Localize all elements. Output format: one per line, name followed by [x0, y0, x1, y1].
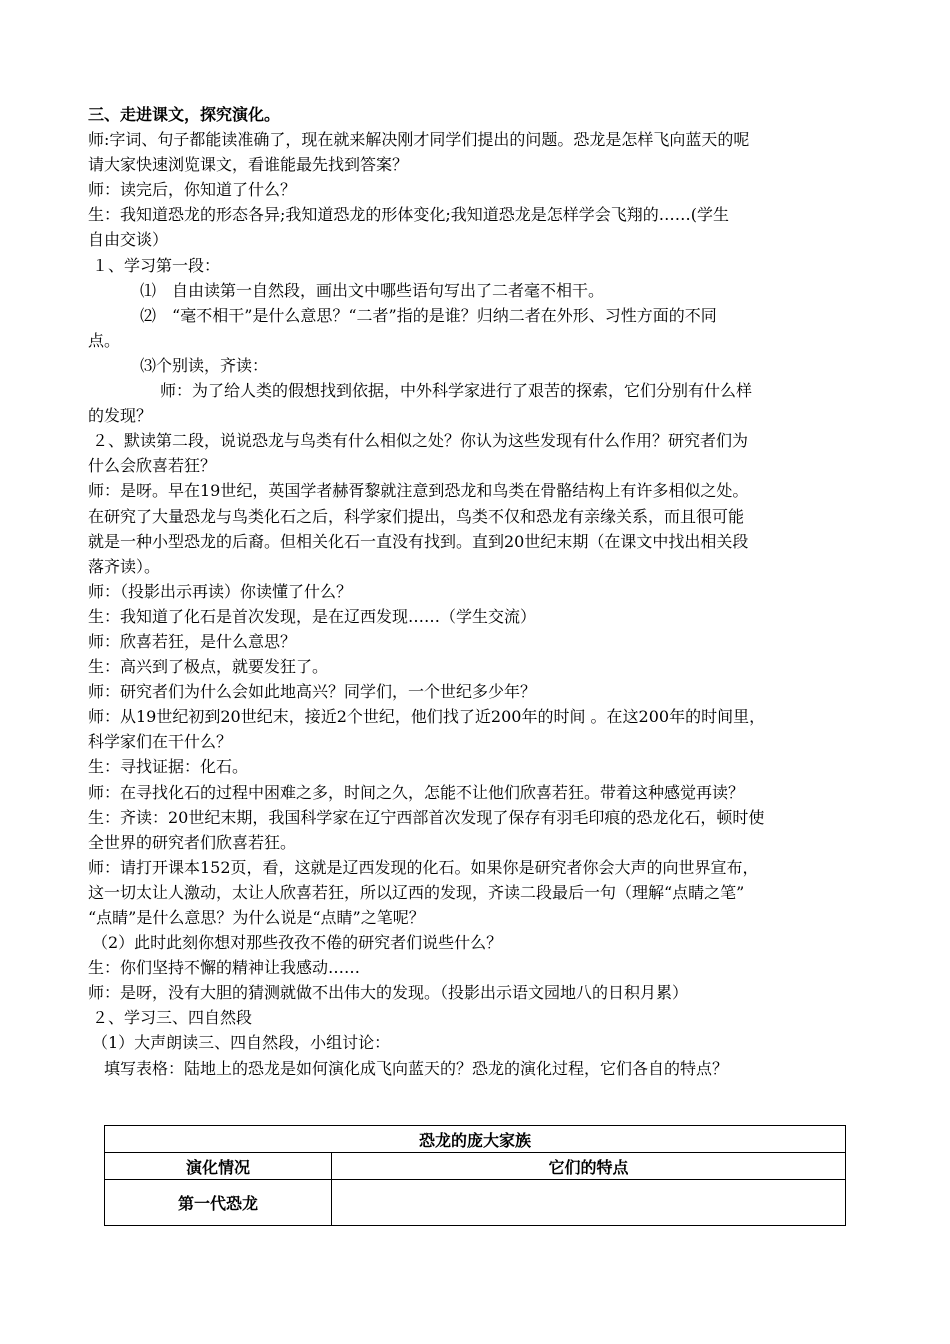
text-line: 生：寻找证据：化石。 — [88, 757, 249, 777]
text-line: 师：读完后，你知道了什么？ — [88, 180, 297, 200]
text-line: 师：欣喜若狂，是什么意思？ — [88, 631, 297, 651]
numbered-item-1 — [88, 278, 878, 303]
section-heading: 三、走进课文，探究演化。 — [88, 105, 281, 124]
text-line: 请大家快速浏览课文，看谁能最先找到答案？ — [88, 155, 409, 175]
item-2-text: “毫不相干”是什么意思？“二者”指的是谁？归纳二者在外形、习性方面的不同 — [172, 305, 717, 325]
text-line: 点。 — [88, 330, 121, 350]
subheading-part-one: １、学习第一段： — [92, 255, 221, 275]
marker-1: ⑴ — [140, 280, 157, 300]
text-line: 师：是呀，没有大胆的猜测就做不出伟大的发现。（投影出示语文园地八的日积月累） — [88, 983, 689, 1003]
text-line: 师：研究者们为什么会如此地高兴？同学们，一个世纪多少年？ — [88, 682, 537, 702]
text-line: 师：为了给人类的假想找到依据，中外科学家进行了艰苦的探索，它们分别有什么样 — [160, 381, 753, 401]
text-line: 这一切太让人激动，太让人欣喜若狂，所以辽西的发现，齐读二段最后一句（理解“点睛之笔” — [88, 882, 745, 902]
text-line: 师：是呀。早在19世纪，英国学者赫胥黎就注意到恐龙和鸟类在骨骼结构上有许多相似之处。 — [88, 481, 749, 501]
text-line: 师：从19世纪初到20世纪末，接近2个世纪，他们找了近200年的时间 。在这200年的时间里， — [88, 707, 766, 727]
text-line: 在研究了大量恐龙与鸟类化石之后，科学家们提出，鸟类不仅和恐龙有亲缘关系，而且很可能 — [88, 506, 745, 526]
text-line: 生：齐读：20世纪末期，我国科学家在辽宁西部首次发现了保存有羽毛印痕的恐龙化石，顿时使 — [88, 807, 765, 827]
text-line: 生：我知道了化石是首次发现，是在辽西发现……（学生交流） — [88, 606, 537, 626]
text-line: 自由交谈） — [88, 230, 169, 250]
text-line: 生：我知道恐龙的形态各异;我知道恐龙的形体变化;我知道恐龙是怎样学会飞翔的……(学生 — [88, 205, 730, 225]
text-line: 什么会欣喜若狂？ — [88, 456, 217, 476]
numbered-item-3: ⑶个别读，齐读： — [140, 355, 269, 375]
text-line: 落齐读）。 — [88, 556, 161, 576]
item-1-text: 自由读第一自然段，画出文中哪些语句写出了二者毫不相干。 — [172, 280, 605, 300]
text-line: 师:字词、句子都能读准确了，现在就来解决刚才同学们提出的问题。恐龙是怎样飞向蓝天的呢 — [88, 130, 750, 150]
text-line: （1）大声朗读三、四自然段，小组讨论： — [92, 1033, 391, 1053]
subheading-part-two: ２、默读第二段，说说恐龙与鸟类有什么相似之处？你认为这些发现有什么作用？研究者们为 — [92, 431, 749, 451]
table-title: 恐龙的庞大家族 — [105, 1126, 846, 1153]
lesson-text — [88, 102, 878, 1081]
row-value-first-generation[interactable] — [332, 1180, 846, 1226]
text-line: 生：你们坚持不懈的精神让我感动…… — [88, 958, 361, 978]
subheading-part-three: ２、学习三、四自然段 — [92, 1008, 253, 1028]
marker-2: ⑵ — [140, 305, 157, 325]
text-line: 就是一种小型恐龙的后裔。但相关化石一直没有找到。直到20世纪末期（在课文中找出相关段 — [88, 531, 749, 551]
text-line: 全世界的研究者们欣喜若狂。 — [88, 832, 297, 852]
text-line: 师：在寻找化石的过程中困难之多，时间之久，怎能不让他们欣喜若狂。带着这种感觉再读？ — [88, 782, 745, 802]
text-line: 生：高兴到了极点，就要发狂了。 — [88, 657, 329, 677]
text-line: 科学家们在干什么？ — [88, 732, 233, 752]
column-header-evolution: 演化情况 — [105, 1153, 332, 1180]
text-line: 师：请打开课本152页，看，这就是辽西发现的化石。如果你是研究者你会大声的向世界宣布， — [88, 857, 759, 877]
row-label-first-generation: 第一代恐龙 — [105, 1180, 332, 1226]
text-line: 师：（投影出示再读）你读懂了什么？ — [88, 581, 353, 601]
text-line: 的发现？ — [88, 406, 153, 426]
text-line: （2）此时此刻你想对那些孜孜不倦的研究者们说些什么？ — [92, 933, 503, 953]
text-line: “点睛”是什么意思？为什么说是“点睛”之笔呢？ — [88, 908, 425, 927]
column-header-features: 它们的特点 — [332, 1153, 846, 1180]
text-line: 填写表格：陆地上的恐龙是如何演化成飞向蓝天的？恐龙的演化过程，它们各自的特点？ — [104, 1058, 729, 1078]
numbered-item-2 — [88, 303, 878, 328]
dinosaur-family-table — [104, 1125, 846, 1226]
